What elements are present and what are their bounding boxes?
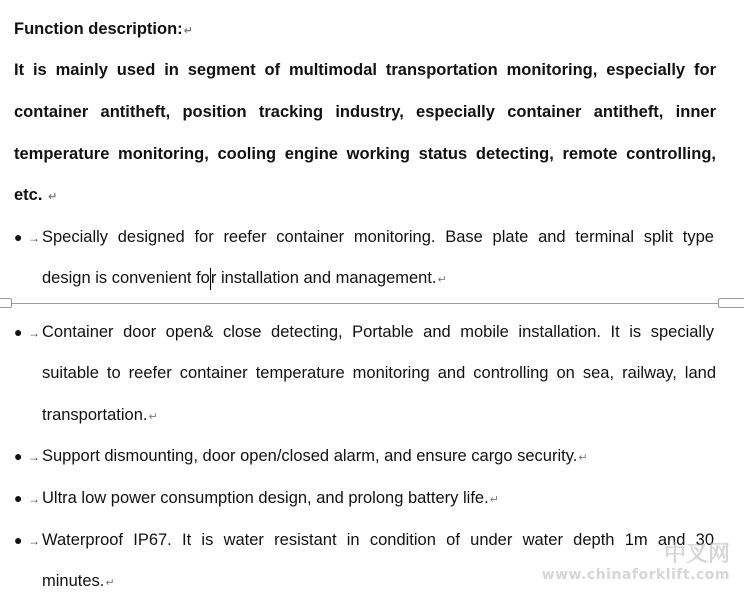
tab-arrow-icon: →	[28, 231, 40, 245]
bullet-5-line-1: Waterproof IP67. It is water resistant in condition of under water depth 1m and 30	[42, 531, 714, 549]
bullet-item-4	[14, 486, 716, 510]
watermark-line-1: 中叉网	[663, 542, 730, 567]
page-break-right-marker	[718, 298, 744, 308]
bullet-1-line-2-container	[42, 266, 716, 290]
bullet-2-line-1: Container door open& close detecting, Portable and mobile installation. It is specially	[42, 323, 714, 341]
tab-arrow-icon: →	[28, 326, 40, 340]
paragraph-mark: ↵	[105, 577, 115, 589]
paragraph-mark: ↵	[48, 191, 58, 203]
intro-line-1: It is mainly used in segment of multimodal transportation monitoring, especially for	[14, 61, 716, 79]
bullet-2-line-2: suitable to reefer container temperature monitoring and controlling on sea, railway, land	[42, 364, 716, 382]
tab-arrow-icon: →	[28, 450, 40, 464]
bullet-item-3	[14, 444, 716, 468]
page-break-left-marker	[0, 298, 12, 308]
intro-line-4-text: etc.	[14, 186, 43, 204]
bullet-3-line-1: Support dismounting, door open/closed alarm, and ensure cargo security.	[42, 447, 578, 465]
tab-arrow-icon: →	[28, 492, 40, 506]
bullet-item-2	[14, 320, 716, 344]
bullet-1-line-2-a: design is convenient fo	[42, 269, 210, 287]
function-description-heading	[14, 17, 716, 41]
bullet-icon: ●	[14, 324, 23, 340]
intro-line-4	[14, 183, 716, 207]
heading-text: Function description:	[14, 20, 183, 38]
bullet-4-line-1: Ultra low power consumption design, and prolong battery life.	[42, 489, 489, 507]
bullet-icon: ●	[14, 490, 23, 506]
paragraph-mark: ↵	[183, 25, 193, 37]
bullet-5-line-2: minutes.	[42, 572, 105, 590]
bullet-icon: ●	[14, 229, 23, 245]
bullet-icon: ●	[14, 448, 23, 464]
bullet-2-line-3-container	[42, 403, 716, 427]
paragraph-mark: ↵	[148, 411, 158, 423]
intro-line-3: temperature monitoring, cooling engine working status detecting, remote controlling,	[14, 145, 716, 163]
watermark-logo	[542, 543, 730, 583]
tab-arrow-icon: →	[28, 534, 40, 548]
bullet-1-line-1: Specially designed for reefer container monitoring. Base plate and terminal split type	[42, 228, 714, 246]
watermark-line-2: www.chinaforklift.com	[541, 567, 730, 583]
intro-line-2: container antitheft, position tracking industry, especially container antitheft, inner	[14, 103, 716, 121]
bullet-1-line-2-b: r installation and management.	[210, 269, 437, 287]
paragraph-mark: ↵	[437, 274, 447, 286]
paragraph-mark: ↵	[578, 452, 588, 464]
paragraph-mark: ↵	[489, 494, 499, 506]
bullet-item-1	[14, 225, 716, 249]
page-break-line	[0, 303, 744, 304]
bullet-icon: ●	[14, 532, 23, 548]
bullet-2-line-3: transportation.	[42, 406, 148, 424]
